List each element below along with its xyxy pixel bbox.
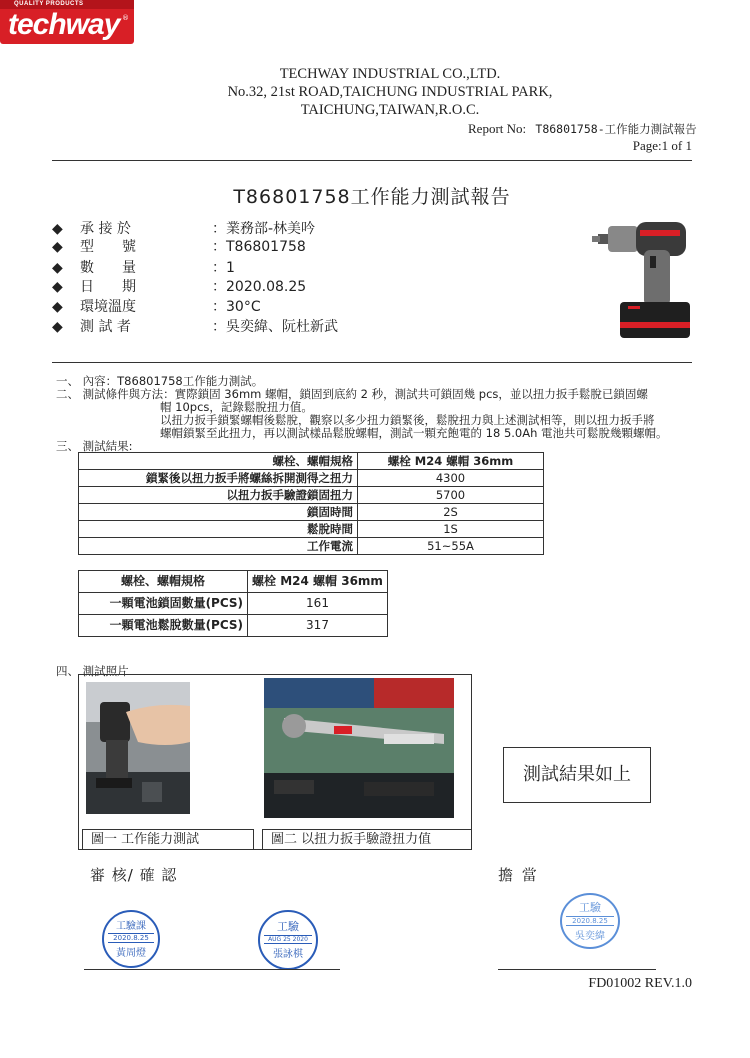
photo-torque-wrench — [264, 678, 454, 818]
photo-caption-1: 圖一 工作能力測試 — [82, 829, 254, 850]
approval-stamp-3 — [560, 893, 620, 949]
info-label: 數 量 — [80, 260, 136, 276]
info-label: 環境溫度 — [80, 299, 136, 315]
report-no-label: Report No: — [468, 121, 527, 136]
logo-registered-mark: ® — [122, 14, 129, 22]
page-number: Page:1 of 1 — [632, 138, 692, 153]
table-cell: 以扭力扳手驗證鎖固扭力 — [79, 487, 358, 504]
table-row — [79, 487, 544, 504]
table-row — [79, 521, 544, 538]
table-cell: 鬆脫時間 — [79, 521, 358, 538]
section-2-line2: 帽 10pcs，記錄鬆脫扭力值。 — [160, 400, 313, 414]
approval-stamp-2 — [258, 910, 318, 970]
info-value: ：吳奕緯、阮杜新武 — [212, 319, 338, 335]
section-4-heading: 四、 測試照片 — [56, 664, 129, 678]
review-confirm-label: 審 核/ 確 認 — [90, 866, 178, 884]
table-row — [79, 504, 544, 521]
stamp-name: 吳奕緯 — [575, 931, 605, 942]
diamond-bullet-icon: ◆ — [52, 299, 63, 315]
header-divider — [52, 160, 692, 161]
info-label: 日 期 — [80, 279, 136, 295]
result-box: 測試結果如上 — [503, 747, 651, 803]
approval-stamp-1 — [102, 910, 160, 968]
table-header-cell: 螺栓 M24 螺帽 36mm — [248, 571, 388, 593]
info-value: ：業務部-林美吟 — [212, 221, 316, 237]
report-no — [468, 121, 697, 137]
photo-impact-test — [86, 682, 190, 814]
info-divider — [52, 362, 692, 363]
diamond-bullet-icon: ◆ — [52, 319, 63, 335]
review-signature-line — [84, 969, 340, 970]
battery-count-table — [78, 570, 388, 637]
stamp-top-text: 工驗 — [277, 920, 299, 933]
info-value: ：30°C — [212, 299, 261, 315]
responsible-label: 擔 當 — [498, 866, 539, 884]
logo-quality-strip: QUALITY PRODUCTS — [0, 0, 134, 9]
impact-wrench-image — [592, 212, 692, 342]
company-address-line1: No.32, 21st ROAD,TAICHUNG INDUSTRIAL PARK, — [227, 84, 553, 100]
info-value: ：T86801758 — [212, 239, 306, 255]
photo-caption-2: 圖二 以扭力扳手驗證扭力值 — [262, 829, 472, 850]
table-row — [79, 593, 388, 615]
table-cell: 5700 — [358, 487, 544, 504]
info-value: ：2020.08.25 — [212, 279, 307, 295]
logo-brand-text: techway — [8, 8, 120, 41]
stamp-date: 2020.8.25 — [566, 916, 614, 926]
table-cell: 鎖固時間 — [79, 504, 358, 521]
stamp-date: 2020.8.25 — [108, 933, 154, 943]
table-cell: 一顆電池鎖固數量(PCS) — [79, 593, 248, 615]
table-cell: 317 — [248, 615, 388, 637]
section-2-line4: 螺帽鎖緊至此扭力，再以測試樣品鬆脫螺帽，測試一顆充飽電的 18 5.0Ah 電池共可鬆脫幾顆螺帽。 — [160, 426, 668, 440]
stamp-date: AUG 25 2020 — [264, 935, 312, 944]
info-value: ：1 — [212, 260, 235, 276]
diamond-bullet-icon: ◆ — [52, 260, 63, 276]
table-row — [79, 538, 544, 555]
table-cell: 2S — [358, 504, 544, 521]
table-row — [79, 571, 388, 593]
table-header-cell: 螺栓、螺帽規格 — [79, 453, 358, 470]
diamond-bullet-icon: ◆ — [52, 239, 63, 255]
section-1-content: 一、 內容：T86801758工作能力測試。 — [56, 374, 264, 388]
table-cell: 51~55A — [358, 538, 544, 555]
stamp-name: 張詠棋 — [273, 949, 303, 960]
table-cell: 工作電流 — [79, 538, 358, 555]
table-row — [79, 453, 544, 470]
section-2-line1: 二、 測試條件與方法：實際鎖固 36mm 螺帽，鎖固到底約 2 秒，測試共可鎖固幾 pcs，並以扭力扳手鬆脫已鎖固螺 — [56, 387, 648, 401]
test-result-table — [78, 452, 544, 555]
table-cell: 1S — [358, 521, 544, 538]
techway-logo — [0, 0, 134, 44]
table-row — [79, 615, 388, 637]
info-label: 測 試 者 — [80, 319, 131, 335]
info-label: 承 接 於 — [80, 221, 131, 237]
form-number: FD01002 REV.1.0 — [588, 976, 692, 991]
table-cell: 4300 — [358, 470, 544, 487]
company-name: TECHWAY INDUSTRIAL CO.,LTD. — [279, 66, 501, 82]
info-label: 型 號 — [80, 239, 136, 255]
table-cell: 一顆電池鬆脫數量(PCS) — [79, 615, 248, 637]
diamond-bullet-icon: ◆ — [52, 221, 63, 237]
company-address-line2: TAICHUNG,TAIWAN,R.O.C. — [300, 102, 480, 118]
section-3-heading: 三、 測試結果: — [56, 439, 133, 453]
table-row — [79, 470, 544, 487]
table-header-cell: 螺栓、螺帽規格 — [79, 571, 248, 593]
table-cell: 161 — [248, 593, 388, 615]
table-cell: 鎖緊後以扭力扳手將螺絲拆開測得之扭力 — [79, 470, 358, 487]
responsible-signature-line — [498, 969, 656, 970]
stamp-name: 黃周燈 — [116, 948, 146, 959]
diamond-bullet-icon: ◆ — [52, 279, 63, 295]
stamp-top-text: 工驗 — [579, 901, 601, 914]
document-title: T86801758工作能力測試報告 — [233, 186, 511, 208]
section-2-line3: 以扭力扳手鎖緊螺帽後鬆脫，觀察以多少扭力鎖緊後，鬆脫扭力與上述測試相等，則以扭力扳手將 — [160, 413, 655, 427]
report-no-value: T86801758-工作能力測試報告 — [535, 122, 697, 136]
table-header-cell: 螺栓 M24 螺帽 36mm — [358, 453, 544, 470]
stamp-top-text: 工驗課 — [116, 921, 146, 932]
